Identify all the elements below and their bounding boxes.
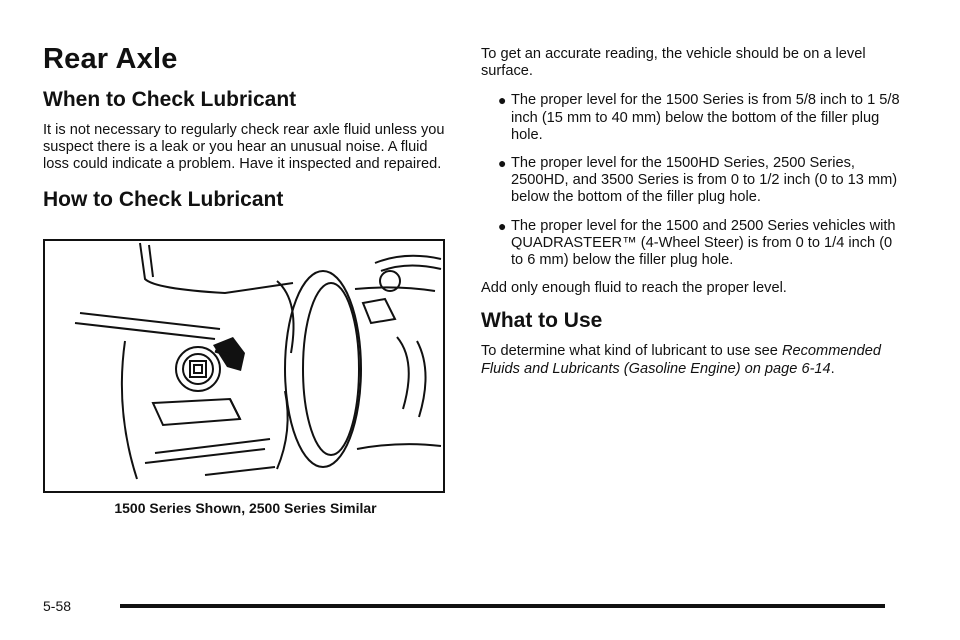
how-to-check-heading: How to Check Lubricant	[43, 187, 284, 211]
list-item-text: The proper level for the 1500HD Series, 2500 Series, 2500HD, and 3500 Series is from 0 to 1/2 inch (0 to 13 mm) below the bottom of the filler plug hole.	[511, 155, 898, 206]
figure-caption: 1500 Series Shown, 2500 Series Similar	[114, 500, 377, 516]
page-title: Rear Axle	[43, 43, 178, 75]
reading-intro: To get an accurate reading, the vehicle should be on a level surface.	[481, 46, 866, 80]
what-to-use-heading: What to Use	[481, 309, 603, 333]
list-item	[481, 218, 901, 270]
when-to-check-heading: When to Check Lubricant	[43, 88, 297, 111]
footer-rule	[120, 604, 885, 608]
add-fluid-paragraph: Add only enough fluid to reach the proper level.	[481, 280, 787, 297]
list-item-text: The proper level for the 1500 Series is from 5/8 inch to 1 5/8 inch (15 mm to 40 mm) below the bottom of the filler plug hole.	[511, 92, 900, 143]
list-item	[481, 92, 901, 144]
rear-axle-illustration	[43, 239, 445, 493]
level-list	[481, 92, 901, 269]
what-to-use-end: .	[830, 360, 835, 377]
bullet-icon: ●	[498, 217, 507, 234]
axle-drawing	[45, 241, 443, 491]
right-column	[481, 46, 901, 378]
when-to-check-paragraph: It is not necessary to regularly check rear axle fluid unless you suspect there is a leak or you hear an unusual noise. A fluid loss could indicate a problem. Have it inspected and repaired.	[43, 122, 445, 173]
page-number: 5-58	[43, 598, 72, 614]
list-item	[481, 155, 901, 207]
fluids-reference-link[interactable]: Recommended Fluids and Lubricants (Gasoline Engine) on page 6-14	[481, 343, 881, 377]
what-to-use-text: To determine what kind of lubricant to use see	[481, 343, 778, 360]
bullet-icon: ●	[498, 155, 507, 172]
what-to-use-paragraph	[481, 343, 901, 377]
bullet-icon: ●	[498, 92, 507, 109]
left-column	[43, 40, 448, 214]
list-item-text: The proper level for the 1500 and 2500 Series vehicles with QUADRASTEER™ (4-Wheel Steer) is from 0 to 1/4 inch (0 to 6 mm) below the filler plug hole.	[511, 217, 896, 269]
